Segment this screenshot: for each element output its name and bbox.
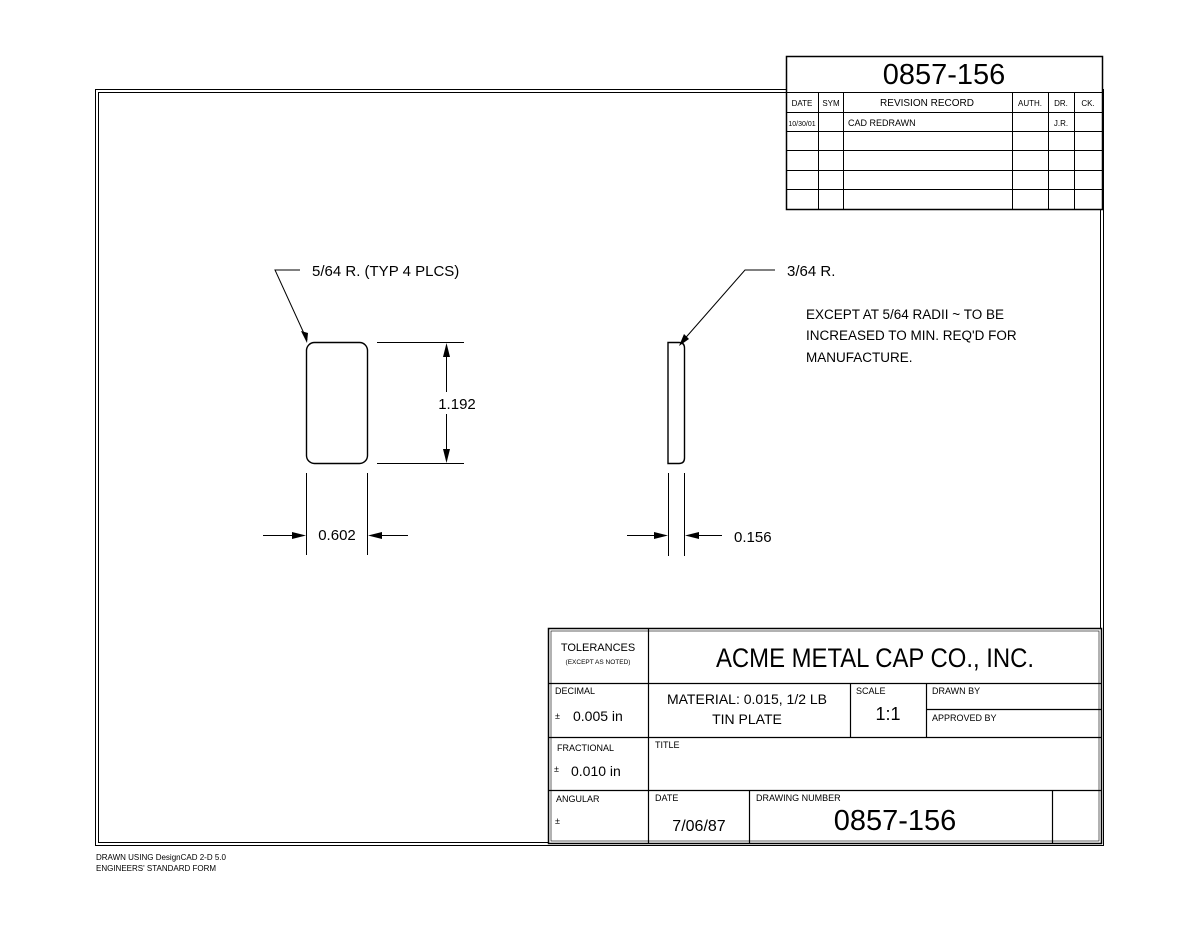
angular-label: ANGULAR [556,794,600,804]
fractional-pm-icon: ± [554,764,559,774]
radius-leader-left [275,263,459,343]
fractional-label: FRACTIONAL [557,743,615,753]
title-block [548,628,1102,844]
part-side-view [668,343,685,464]
rev-row-dr: J.R. [1053,119,1069,128]
note-line-3: MANUFACTURE. [806,350,913,365]
drawing-number-value: 0857-156 [833,805,957,837]
scale-label: SCALE [856,686,886,696]
height-dimension-value: 1.192 [438,396,476,413]
rev-header-ck: CK. [1081,99,1095,108]
fractional-value: 0.010 in [571,763,621,779]
material-line-2: TIN PLATE [712,711,782,727]
tolerances-sublabel: (EXCEPT AS NOTED) [565,659,631,666]
date-value: 7/06/87 [672,818,726,835]
scale-value: 1:1 [875,704,901,724]
rev-header-sym: SYM [822,99,840,108]
decimal-pm-icon: ± [555,711,560,721]
title-label: TITLE [655,740,680,750]
drawing-number-label: DRAWING NUMBER [756,793,841,803]
note-line-1: EXCEPT AT 5/64 RADII ~ TO BE [806,307,1004,322]
tolerances-label: TOLERANCES [560,642,636,654]
rev-header-auth: AUTH. [1018,99,1042,108]
decimal-value: 0.005 in [573,708,623,724]
revision-drawing-number: 0857-156 [882,59,1006,91]
rev-header-record: REVISION RECORD [880,98,974,109]
rev-row-record: CAD REDRAWN [848,118,916,128]
rev-row-date: 10/30/01 [788,121,816,128]
thickness-dimension [627,473,722,556]
drawn-by-label: DRAWN BY [932,686,981,696]
rev-header-dr: DR. [1054,99,1068,108]
approved-by-label: APPROVED BY [932,713,997,723]
width-dimension-value: 0.602 [318,527,356,544]
radius-left-label: 5/64 R. (TYP 4 PLCS) [312,263,460,280]
note-line-2: INCREASED TO MIN. REQ'D FOR [806,328,1017,343]
angular-pm-icon: ± [555,816,560,826]
rev-header-date: DATE [791,99,813,108]
footer-line-2: ENGINEERS' STANDARD FORM [96,864,217,873]
thickness-dimension-value: 0.156 [734,529,772,546]
footer-line-1: DRAWN USING DesignCAD 2-D 5.0 [96,853,226,862]
decimal-label: DECIMAL [555,686,596,696]
revision-record-block [786,57,1103,210]
date-label: DATE [655,793,679,803]
material-line-1: MATERIAL: 0.015, 1/2 LB [666,691,828,707]
company-name: ACME METAL CAP CO., INC. [716,643,1034,673]
radius-right-label: 3/64 R. [787,263,836,280]
part-front-view [307,343,368,464]
